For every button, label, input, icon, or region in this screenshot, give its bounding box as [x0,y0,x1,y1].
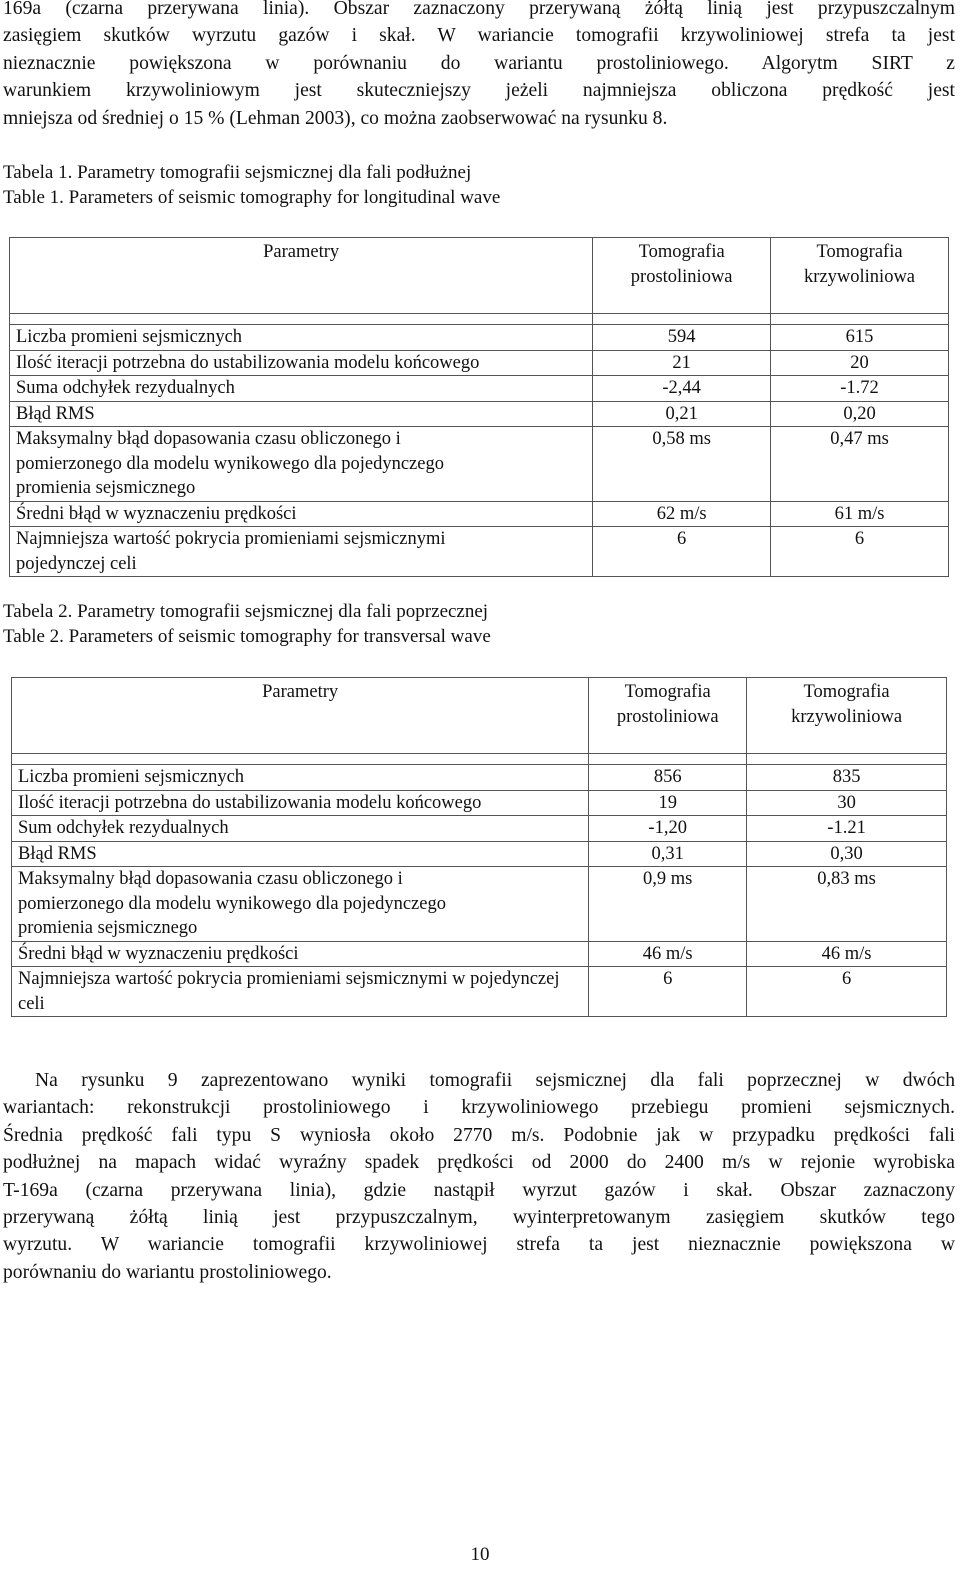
header-cell: Tomografia prostoliniowa [593,238,771,314]
table-row [10,527,949,577]
value-cell: 615 [771,325,949,351]
header-cell: Tomografia krzywoliniowa [747,678,947,754]
text-line: T-169a (czarna przerywana linia), gdzie nastąpił wyrzut gazów i skał. Obszar zaznaczony [3,1179,955,1201]
table1-caption-en: Table 1. Parameters of seismic tomography for longitudinal wave [3,187,501,208]
text-line: nieznacznie powiększona w porównaniu do wariantu prostoliniowego. Algorytm SIRT z [3,52,955,74]
value-cell: 0,30 [747,841,947,867]
parameter-cell: Błąd RMS [12,841,589,867]
parameter-cell: Średni błąd w wyznaczeniu prędkości [12,941,589,967]
parameter-cell: Najmniejsza wartość pokrycia promieniami sejsmicznymi pojedynczej celi [10,527,593,577]
table-row [12,841,947,867]
value-cell: 20 [771,350,949,376]
text-line: przerywaną żółtą linią jest przypuszczalnym, wyinterpretowanym zasięgiem skutków tego [3,1207,955,1229]
table-row [12,790,947,816]
text-line: Na rysunku 9 zaprezentowano wyniki tomografii sejsmicznej dla fali poprzecznej w dwóch [35,1070,955,1091]
value-cell: 835 [747,765,947,791]
value-cell: 0,9 ms [589,867,747,942]
table2 [11,677,947,1017]
table-row [10,401,949,427]
value-cell: 0,47 ms [771,427,949,502]
text-line: podłużnej na mapach widać wyraźny spadek prędkości od 2000 do 2400 m/s w rejonie wyrobiska [3,1152,955,1174]
value-cell: 0,31 [589,841,747,867]
table-row [12,765,947,791]
value-cell: 19 [589,790,747,816]
table-row [12,867,947,942]
value-cell: 0,58 ms [593,427,771,502]
value-cell: 6 [747,967,947,1017]
parameter-cell: Maksymalny błąd dopasowania czasu obliczonego i pomierzonego dla modelu wynikowego dla pojedynczego promienia sejsmicznego [10,427,593,502]
text-line: porównaniu do wariantu prostoliniowego. [3,1261,332,1283]
closing-paragraph [3,1067,955,1286]
value-cell: 62 m/s [593,501,771,527]
parameter-cell: Liczba promieni sejsmicznych [12,765,589,791]
text-line: zasięgiem skutków wyrzutu gazów i skał. W wariancie tomografii krzywoliniowej strefa ta jest [3,25,955,47]
value-cell: 61 m/s [771,501,949,527]
text-line: Średnia prędkość fali typu S wyniosła około 2770 m/s. Podobnie jak w przypadku prędkości fali [3,1124,955,1146]
value-cell: 594 [593,325,771,351]
table-row [10,427,949,502]
table1-caption-pl: Tabela 1. Parametry tomografii sejsmicznej dla fali podłużnej [3,162,472,183]
table-row [12,941,947,967]
table2-caption-pl: Tabela 2. Parametry tomografii sejsmicznej dla fali poprzecznej [3,601,489,622]
parameter-cell: Błąd RMS [10,401,593,427]
value-cell: 6 [589,967,747,1017]
text-line: mniejsza od średniej o 15 % (Lehman 2003), co można zaobserwować na rysunku 8. [3,107,668,129]
value-cell: -1.21 [747,816,947,842]
header-cell: Parametry [10,238,593,314]
parameter-cell: Średni błąd w wyznaczeniu prędkości [10,501,593,527]
table2-caption-en: Table 2. Parameters of seismic tomography for transversal wave [3,626,491,647]
header-cell: Tomografia krzywoliniowa [771,238,949,314]
table-header-row [10,238,949,314]
table-row [10,325,949,351]
table-row [10,501,949,527]
value-cell: 0,20 [771,401,949,427]
value-cell: 46 m/s [589,941,747,967]
table-row [10,376,949,402]
text-line: wariantach: rekonstrukcji prostoliniowego i krzywoliniowego przebiegu promieni sejsmicznych. [3,1097,955,1119]
text-line: 169a (czarna przerywana linia). Obszar zaznaczony przerywaną żółtą linią jest przypuszczalnym [3,0,955,19]
page-number: 10 [470,1544,490,1565]
value-cell: 21 [593,350,771,376]
intro-paragraph [3,0,955,132]
table-row [12,816,947,842]
parameter-cell: Maksymalny błąd dopasowania czasu obliczonego i pomierzonego dla modelu wynikowego dla pojedynczego promienia sejsmicznego [12,867,589,942]
table-row [12,967,947,1017]
table-row [10,350,949,376]
parameter-cell: Suma odchyłek rezydualnych [10,376,593,402]
parameter-cell: Najmniejsza wartość pokrycia promieniami sejsmicznymi w pojedynczej celi [12,967,589,1017]
value-cell: 46 m/s [747,941,947,967]
parameter-cell: Ilość iteracji potrzebna do ustabilizowania modelu końcowego [10,350,593,376]
value-cell: 856 [589,765,747,791]
parameter-cell: Liczba promieni sejsmicznych [10,325,593,351]
value-cell: 30 [747,790,947,816]
parameter-cell: Sum odchyłek rezydualnych [12,816,589,842]
text-line: wyrzutu. W wariancie tomografii krzywoliniowej strefa ta jest nieznacznie powiększona w [3,1234,955,1256]
value-cell: 6 [771,527,949,577]
table1 [9,237,949,577]
parameter-cell: Ilość iteracji potrzebna do ustabilizowania modelu końcowego [12,790,589,816]
header-cell: Tomografia prostoliniowa [589,678,747,754]
value-cell: 0,21 [593,401,771,427]
value-cell: -1.72 [771,376,949,402]
value-cell: 6 [593,527,771,577]
header-cell: Parametry [12,678,589,754]
value-cell: 0,83 ms [747,867,947,942]
text-line: warunkiem krzywoliniowym jest skuteczniejszy jeżeli najmniejsza obliczona prędkość jest [3,80,955,102]
value-cell: -2,44 [593,376,771,402]
value-cell: -1,20 [589,816,747,842]
table-header-row [12,678,947,754]
